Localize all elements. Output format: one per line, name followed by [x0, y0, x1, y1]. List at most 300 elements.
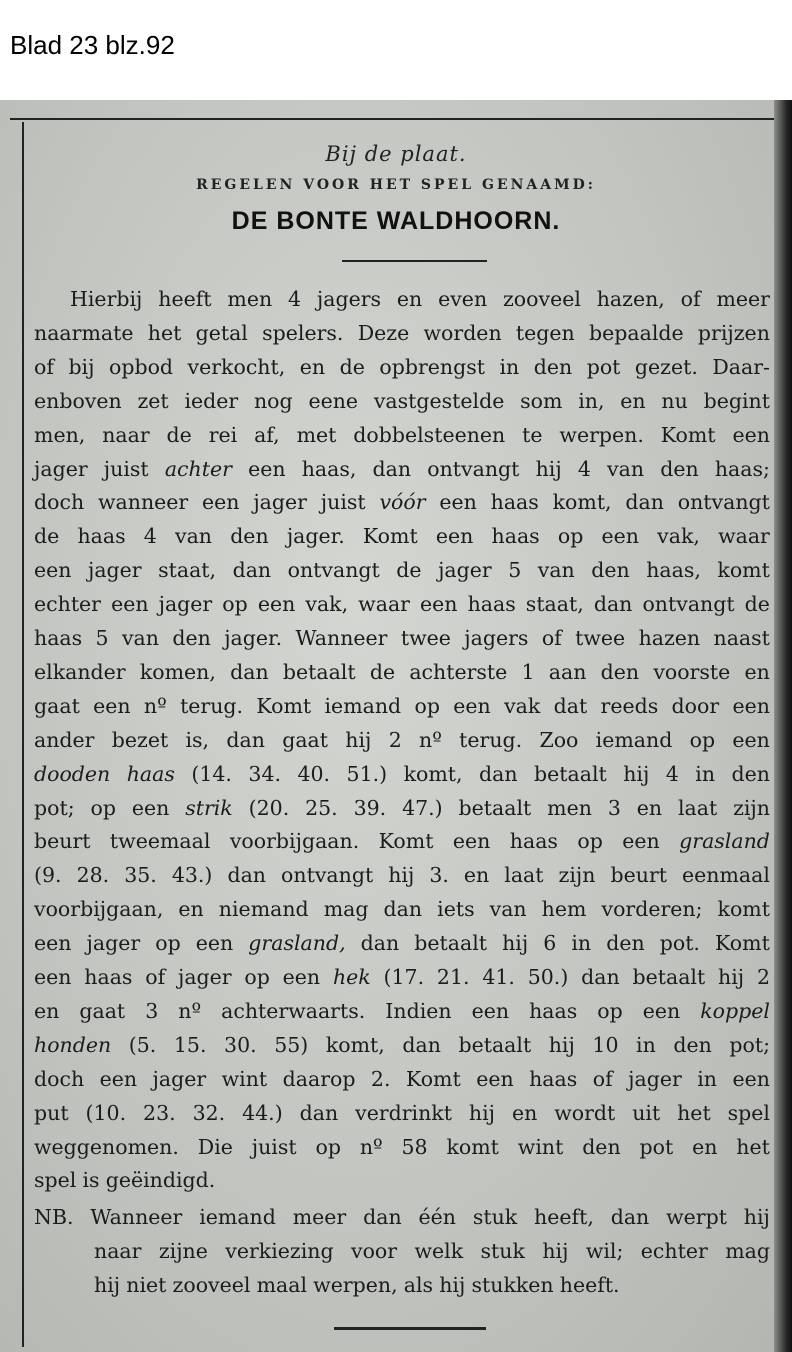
- word: (9.: [34, 863, 62, 888]
- word: dan: [372, 456, 412, 481]
- word: hij: [718, 965, 745, 989]
- word: iemand: [595, 727, 673, 752]
- word: hij: [542, 1239, 569, 1263]
- word: opbod: [108, 354, 174, 379]
- word: hem: [541, 897, 587, 922]
- word: 6: [543, 931, 557, 956]
- word: vak: [504, 693, 541, 718]
- word: een: [131, 795, 170, 820]
- paragraph_lines-line: [34, 929, 770, 957]
- paragraph_lines-line: [34, 624, 770, 652]
- word: haas: [491, 524, 540, 549]
- word: van: [121, 626, 159, 650]
- word: een: [642, 998, 681, 1023]
- word: gaat: [79, 998, 126, 1023]
- book-spine: [774, 100, 792, 1352]
- paragraph_lines-line: [34, 353, 770, 381]
- word: op: [90, 795, 116, 820]
- word: jager: [438, 558, 492, 583]
- word: koppel: [700, 998, 770, 1023]
- word: 41.: [482, 965, 515, 989]
- word: Die: [197, 1134, 233, 1159]
- word: jager: [158, 592, 213, 617]
- word: op: [557, 524, 584, 549]
- word: op: [414, 693, 440, 718]
- word: grasland: [679, 829, 770, 854]
- word: Deze: [357, 320, 410, 345]
- word: even: [438, 287, 488, 311]
- word: jager: [177, 965, 232, 989]
- word: 35.: [124, 863, 157, 888]
- paragraph_lines-line: [34, 1133, 770, 1161]
- word: maal: [256, 1273, 308, 1297]
- word: Daar-: [712, 354, 770, 379]
- word: vastgestelde: [373, 388, 505, 413]
- nb_lines-line: [94, 1237, 770, 1265]
- paragraph_lines-line: [34, 387, 770, 415]
- word: som: [520, 388, 563, 413]
- word: voorbijgaan,: [34, 897, 164, 922]
- word: een: [476, 1066, 514, 1091]
- paragraph_lines-line: [34, 760, 770, 788]
- paragraph_lines-line: [34, 1065, 770, 1093]
- word: iemand: [199, 1205, 276, 1229]
- word: men: [547, 795, 592, 820]
- word: hij: [535, 456, 562, 481]
- word: en: [34, 998, 60, 1023]
- word: hazen,: [596, 287, 665, 311]
- paragraph_lines-line: [34, 1031, 770, 1059]
- word: dan: [581, 965, 620, 989]
- word: dan: [227, 863, 267, 888]
- top-rule: [10, 118, 780, 120]
- word: Komt: [405, 1066, 461, 1091]
- word: 1: [521, 659, 535, 684]
- word: beurt: [610, 863, 667, 888]
- word: haas,: [646, 558, 701, 583]
- word: de: [744, 592, 770, 617]
- word: een: [732, 727, 770, 752]
- word: als: [403, 1273, 434, 1297]
- word: jager.: [224, 626, 283, 650]
- word: hij: [548, 1032, 575, 1057]
- word: de: [166, 422, 192, 447]
- word: jager: [152, 1066, 207, 1091]
- word: 39.: [353, 795, 387, 820]
- paragraph_lines-line: [34, 1099, 770, 1127]
- word: Komt: [660, 422, 716, 447]
- word: 43.): [171, 863, 213, 888]
- nb_lines-line: [34, 1203, 770, 1231]
- word: ontvangt: [642, 592, 735, 617]
- word: tweemaal: [109, 829, 211, 854]
- word: juist: [320, 490, 366, 515]
- word: beurt: [34, 829, 91, 854]
- word: of: [541, 626, 562, 650]
- word: zijn: [733, 795, 770, 820]
- word: 50.): [527, 965, 569, 989]
- word: dan: [625, 490, 664, 515]
- word: iets: [437, 897, 475, 922]
- word: Komt: [362, 524, 418, 549]
- word: en: [620, 388, 646, 413]
- word: honden: [34, 1032, 112, 1057]
- word: komen,: [139, 659, 216, 684]
- word: niemand: [218, 897, 309, 922]
- word: ontvangt: [281, 863, 374, 888]
- word: in: [571, 931, 592, 956]
- subtitle: Bij de plaat.: [325, 142, 467, 166]
- word: van: [537, 558, 575, 583]
- word: juist: [103, 456, 149, 481]
- word: hij: [468, 1100, 496, 1125]
- word: naast: [713, 626, 770, 650]
- word: dan: [230, 659, 269, 684]
- paragraph_lines-line: [34, 794, 770, 822]
- word: begint: [703, 388, 770, 413]
- word: jager.: [286, 524, 345, 549]
- word: zijn: [558, 863, 596, 888]
- word: het: [736, 1134, 770, 1159]
- word: dan: [299, 1100, 339, 1125]
- word: Zoo: [539, 727, 579, 752]
- word: door: [671, 693, 720, 718]
- word: op: [222, 592, 248, 617]
- word: enboven: [34, 388, 122, 413]
- word: bepaalde: [589, 320, 684, 345]
- word: den: [673, 1032, 712, 1057]
- word: worden: [423, 320, 502, 345]
- word: de: [369, 659, 396, 684]
- game-title: DE BONTE WALDHOORN.: [231, 207, 561, 235]
- word: de: [34, 524, 60, 549]
- word: haas: [529, 1066, 578, 1091]
- word: vóór: [379, 490, 426, 515]
- word: een: [257, 592, 296, 617]
- paragraph_lines-line: [34, 658, 770, 686]
- word: hij: [439, 1273, 466, 1297]
- word: of: [592, 1066, 613, 1091]
- word: (20.: [248, 795, 290, 820]
- word: Komt: [378, 829, 434, 854]
- word: en: [511, 1100, 538, 1125]
- word: dobbelsteenen: [353, 422, 506, 447]
- word: 2: [388, 727, 402, 752]
- word: komt,: [325, 1032, 385, 1057]
- word: vak,: [305, 592, 349, 617]
- word: het: [147, 320, 182, 345]
- word: (5.: [128, 1032, 157, 1057]
- word: haas;: [714, 456, 770, 481]
- word: 15.: [173, 1032, 207, 1057]
- word: op: [689, 727, 716, 752]
- word: jager: [628, 1066, 682, 1091]
- word: ontvangt: [427, 456, 520, 481]
- word: naar: [94, 1239, 142, 1263]
- word: een: [732, 1066, 770, 1091]
- word: put: [34, 1100, 69, 1125]
- word: in,: [578, 388, 605, 413]
- word: (14.: [191, 761, 232, 786]
- word: en: [692, 1134, 718, 1159]
- word: strik: [185, 795, 233, 820]
- word: ieder: [184, 388, 239, 413]
- word: niet: [126, 1273, 167, 1297]
- word: 5: [508, 558, 522, 583]
- word: op: [244, 965, 270, 989]
- word: 40.: [297, 761, 331, 786]
- word: 4: [143, 524, 157, 549]
- word: een: [99, 1066, 138, 1091]
- word: reeds: [600, 693, 659, 718]
- word: jager: [87, 558, 142, 583]
- word: laat: [677, 795, 718, 820]
- word: jager: [253, 490, 307, 515]
- caption: Blad 23 blz.92: [10, 30, 175, 60]
- word: grasland,: [248, 931, 346, 956]
- word: in: [695, 761, 716, 786]
- word: een: [471, 998, 510, 1023]
- word: (10.: [85, 1100, 127, 1125]
- word: werpen,: [313, 1273, 398, 1297]
- word: jagers: [316, 287, 382, 311]
- word: den: [731, 761, 770, 786]
- word: den: [582, 1134, 621, 1159]
- paragraph_lines-line: [34, 488, 770, 516]
- word: ontvangt: [287, 558, 380, 583]
- word: haas: [34, 626, 83, 650]
- word: voorbijgaan.: [229, 829, 360, 854]
- word: 3: [607, 795, 621, 820]
- word: haas: [84, 965, 133, 989]
- word: in: [697, 1066, 717, 1091]
- word: hij: [345, 727, 372, 752]
- word: in: [636, 1032, 656, 1057]
- word: den: [600, 659, 640, 684]
- word: zooveel: [503, 287, 581, 311]
- word: meer: [716, 287, 770, 311]
- word: dat: [553, 693, 588, 718]
- word: of: [680, 287, 701, 311]
- word: een: [732, 693, 770, 718]
- word: af,: [254, 422, 280, 447]
- word: heeft,: [534, 1205, 594, 1229]
- word: komt: [717, 558, 770, 583]
- word: aan: [548, 659, 587, 684]
- word: twee: [400, 626, 451, 650]
- word: verdrinkt: [355, 1100, 452, 1125]
- word: pot.: [659, 931, 700, 956]
- paragraph_lines-line: [34, 963, 770, 991]
- word: getal: [195, 320, 248, 345]
- word: pot;: [34, 795, 75, 820]
- word: betaalt: [458, 795, 532, 820]
- word: spelers.: [262, 320, 344, 345]
- word: komt,: [403, 761, 463, 786]
- word: hij: [388, 863, 415, 888]
- word: spel: [727, 1100, 770, 1125]
- word: of: [145, 965, 166, 989]
- word: ander: [34, 727, 95, 752]
- word: Wanneer: [295, 626, 388, 650]
- word: staat,: [158, 558, 217, 583]
- word: 3: [145, 998, 159, 1023]
- paragraph_lines-line: [34, 997, 770, 1025]
- word: gaat: [34, 693, 80, 718]
- word: een: [93, 693, 131, 718]
- left-rule: [22, 122, 24, 1347]
- word: een: [439, 490, 477, 515]
- word: 4: [577, 456, 591, 481]
- word: laat: [504, 863, 544, 888]
- word: een: [34, 558, 72, 583]
- word: den: [533, 354, 573, 379]
- word: zijne: [158, 1239, 208, 1263]
- word: NB.: [34, 1205, 74, 1229]
- word: haas: [77, 524, 126, 549]
- word: juist: [251, 1134, 297, 1159]
- word: achterste: [409, 659, 508, 684]
- word: dan: [479, 761, 518, 786]
- scanned-page: [0, 100, 792, 1352]
- word: tegen: [515, 320, 575, 345]
- word: wil;: [585, 1239, 624, 1263]
- word: mag: [725, 1239, 770, 1263]
- word: geëindigd.: [105, 1168, 216, 1193]
- word: naarmate: [34, 320, 134, 345]
- word: een: [601, 524, 639, 549]
- word: twee: [575, 626, 626, 650]
- word: haas,: [301, 456, 357, 481]
- word: jagers: [464, 626, 529, 650]
- word: stuk: [472, 1205, 518, 1229]
- word: terug.: [459, 727, 523, 752]
- word: op: [577, 829, 603, 854]
- word: dan: [363, 1205, 402, 1229]
- word: 5: [95, 626, 109, 650]
- word: haas: [467, 592, 516, 617]
- word: en: [396, 287, 423, 311]
- word: 58: [401, 1134, 428, 1159]
- word: terug.: [180, 693, 244, 718]
- word: 21.: [436, 965, 470, 989]
- word: iemand: [324, 693, 402, 718]
- word: is,: [185, 727, 210, 752]
- word: Hierbij: [70, 287, 143, 311]
- paragraph_lines-line: [34, 590, 770, 618]
- word: naar: [102, 422, 150, 447]
- word: heeft: [158, 287, 212, 311]
- word: 2.: [370, 1066, 391, 1091]
- word: is: [82, 1168, 100, 1193]
- word: in: [499, 354, 520, 379]
- word: eene: [308, 388, 359, 413]
- word: van: [607, 456, 645, 481]
- word: gaat: [282, 727, 329, 752]
- word: dan: [610, 1205, 650, 1229]
- word: komt: [446, 1134, 499, 1159]
- word: men,: [34, 422, 86, 447]
- word: 51.): [346, 761, 388, 786]
- nb_lines-line: [94, 1271, 770, 1299]
- word: 30.: [224, 1032, 257, 1057]
- word: een: [195, 931, 234, 956]
- word: en: [178, 897, 204, 922]
- word: van: [489, 897, 527, 922]
- word: hij: [623, 761, 650, 786]
- word: elkander: [34, 659, 126, 684]
- word: pot: [586, 354, 621, 379]
- word: en: [299, 354, 326, 379]
- word: heeft.: [559, 1273, 620, 1297]
- paragraph_lines-line: [34, 692, 770, 720]
- word: voor: [351, 1239, 398, 1263]
- word: 10: [592, 1032, 619, 1057]
- word: het: [677, 1100, 711, 1125]
- word: prijzen: [697, 320, 770, 345]
- word: een: [452, 829, 491, 854]
- paragraph_lines-line: [34, 1166, 770, 1194]
- word: echter: [34, 592, 101, 617]
- word: nº: [178, 998, 202, 1023]
- word: vorderen;: [601, 897, 703, 922]
- word: pot;: [729, 1032, 770, 1057]
- word: zooveel: [172, 1273, 251, 1297]
- word: of: [34, 354, 54, 379]
- word: 44.): [242, 1100, 283, 1125]
- word: den: [172, 626, 211, 650]
- paragraph_lines-line: [34, 421, 770, 449]
- word: van: [175, 524, 213, 549]
- word: stukken: [471, 1273, 554, 1297]
- word: dan: [593, 592, 633, 617]
- paragraph_lines-line: [34, 319, 770, 347]
- word: achter: [164, 456, 232, 481]
- word: haas: [490, 490, 539, 515]
- word: 4: [665, 761, 679, 786]
- word: hij: [743, 1205, 770, 1229]
- paragraph_lines-line: [34, 895, 770, 923]
- word: den: [660, 456, 699, 481]
- word: spel: [34, 1168, 77, 1193]
- word: men: [227, 287, 273, 311]
- word: wanneer: [97, 490, 189, 515]
- word: nº: [143, 693, 167, 718]
- word: verkocht,: [187, 354, 286, 379]
- word: op: [155, 931, 181, 956]
- word: op: [597, 998, 623, 1023]
- word: met: [296, 422, 337, 447]
- word: werpt: [666, 1205, 727, 1229]
- word: mag: [323, 897, 369, 922]
- word: een: [732, 422, 770, 447]
- word: rei: [208, 422, 238, 447]
- word: wint: [221, 1066, 268, 1091]
- word: een: [34, 965, 72, 989]
- word: werpen.: [559, 422, 644, 447]
- word: een: [453, 693, 491, 718]
- word: 47.): [402, 795, 443, 820]
- word: de: [396, 558, 422, 583]
- word: pot: [639, 1134, 674, 1159]
- word: dan: [383, 897, 423, 922]
- word: komt,: [552, 490, 612, 515]
- word: nº: [419, 727, 442, 752]
- word: Komt: [256, 693, 312, 718]
- word: dan: [232, 558, 272, 583]
- paragraph_lines-line: [34, 827, 770, 855]
- word: Komt: [715, 931, 770, 956]
